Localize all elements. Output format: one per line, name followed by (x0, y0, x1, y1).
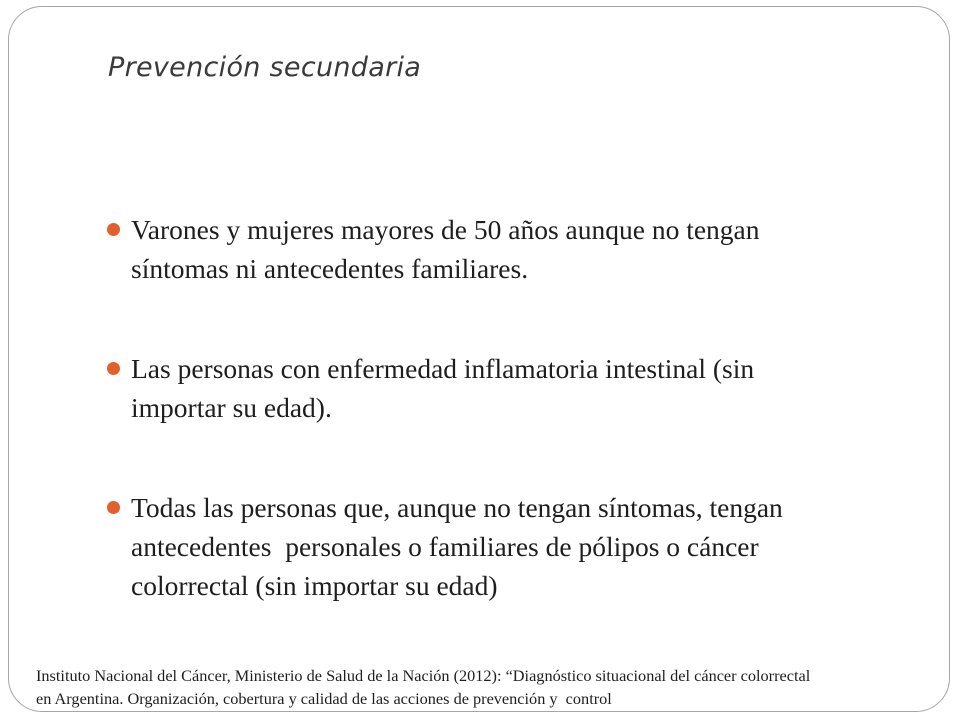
reference-citation (36, 664, 948, 710)
bullet-dot-icon (107, 501, 120, 514)
reference-line: Instituto Nacional del Cáncer, Ministerio de Salud de la Nación (2012): “Diagnóstico situacional del cáncer colorrectal (36, 666, 811, 685)
bullet-line: Varones y mujeres mayores de 50 años aunque no tengan (131, 214, 760, 245)
bullet-line: Las personas con enfermedad inflamatoria intestinal (sin (131, 353, 755, 384)
bullet-item (104, 488, 894, 605)
bullet-list (104, 210, 894, 605)
reference-line: en Argentina. Organización, cobertura y calidad de las acciones de prevención y control (36, 689, 612, 708)
bullet-dot-icon (107, 223, 120, 236)
bullet-item (104, 349, 894, 427)
bullet-dot-icon (107, 362, 120, 375)
bullet-line: antecedentes personales o familiares de pólipos o cáncer (131, 531, 759, 562)
bullet-line: importar su edad). (131, 392, 332, 423)
bullet-line: síntomas ni antecedentes familiares. (131, 253, 529, 284)
bullet-item (104, 210, 894, 288)
slide-title: Prevención secundaria (108, 52, 422, 83)
bullet-line: colorrectal (sin importar su edad) (131, 570, 498, 601)
bullet-line: Todas las personas que, aunque no tengan síntomas, tengan (131, 492, 783, 523)
